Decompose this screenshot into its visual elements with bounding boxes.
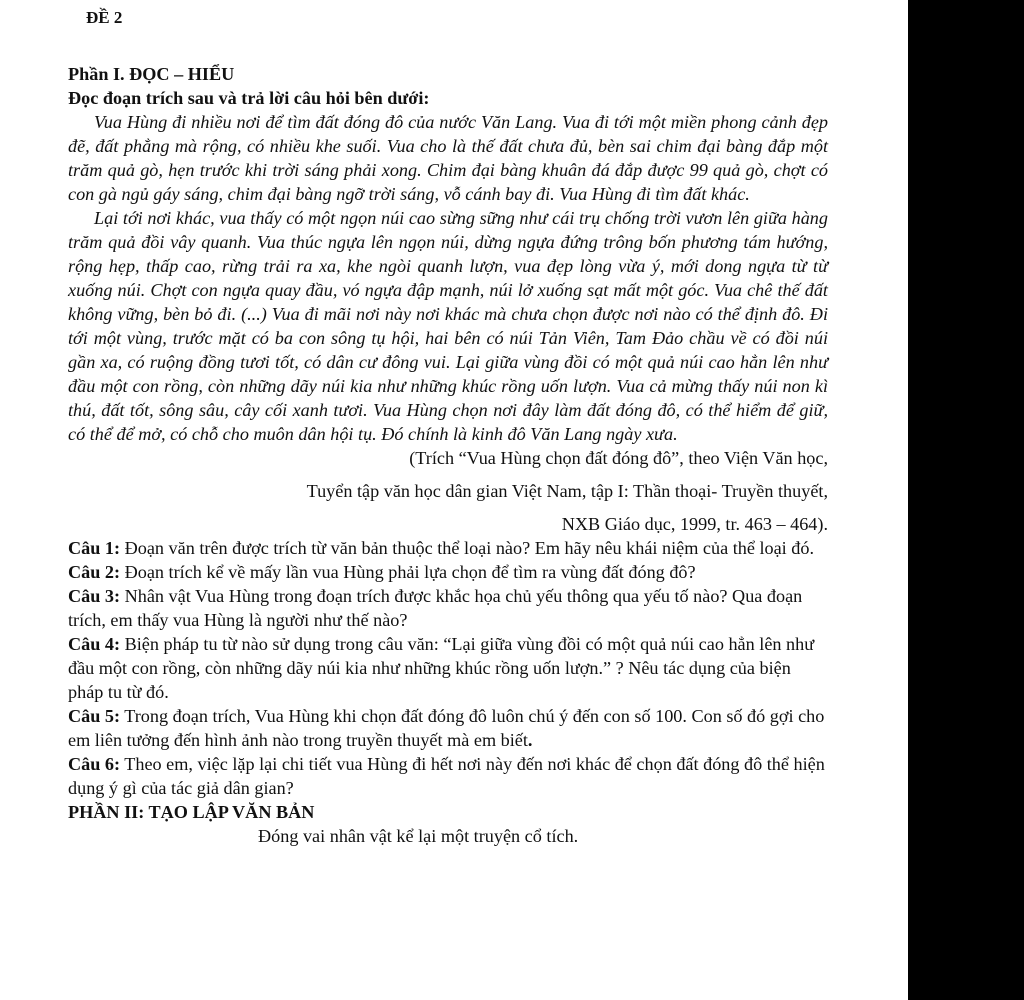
- passage-paragraph-2: Lại tới nơi khác, vua thấy có một ngọn núi cao sừng sững như cái trụ chống trời vươn lên giữa hàng trăm quả đồi vây quanh. Vua thúc ngựa lên ngọn núi, dừng ngựa đứng trông bốn phương tám hướng, rộng hẹp, thấp cao, rừng trải ra xa, khe ngòi quanh lượn, vua đẹp lòng vừa ý, mới dong ngựa từ từ xuống núi. Chợt con ngựa quay đầu, vó ngựa đập mạnh, núi lở xuống sạt mất một góc. Vua chê thế đất không vững, bèn bỏ đi. (...) Vua đi mãi nơi này nơi khác mà chưa chọn được nơi nào có thể định đô. Đi tới một vùng, trước mặt có ba con sông tụ hội, hai bên có núi Tản Viên, Tam Đảo chầu về có đồi núi gần xa, có ruộng đồng tươi tốt, có dân cư đông vui. Lại giữa vùng đồi có một quả núi cao hẳn lên như đầu một con rồng, còn những dãy núi kia như những khúc rồng uốn lượn. Vua cả mừng thấy núi non kì thú, đất tốt, sông sâu, cây cối xanh tươi. Vua Hùng chọn nơi đây làm đất đóng đô, có thể hiểm để giữ, có thể để mở, có chỗ cho muôn dân hội tụ. Đó chính là kinh đô Văn Lang ngày xưa.: [68, 208, 828, 444]
- question-list: [68, 536, 828, 800]
- question-2: [68, 560, 828, 584]
- question-1: [68, 536, 828, 560]
- document-content: [68, 62, 828, 848]
- question-text: Đoạn trích kể về mấy lần vua Hùng phải lựa chọn để tìm ra vùng đất đóng đô?: [120, 562, 696, 582]
- question-text: Theo em, việc lặp lại chi tiết vua Hùng đi hết nơi này đến nơi khác để chọn đất đóng đô thể hiện dụng ý gì của tác giả dân gian?: [68, 754, 825, 798]
- reading-passage: [68, 110, 828, 446]
- black-margin: [908, 0, 1024, 1000]
- source-line-2: Tuyển tập văn học dân gian Việt Nam, tập I: Thần thoại- Truyền thuyết,: [306, 481, 828, 501]
- reading-instruction: Đọc đoạn trích sau và trả lời câu hỏi bên dưới:: [68, 88, 430, 108]
- part2-title: PHẦN II: TẠO LẬP VĂN BẢN: [68, 802, 315, 822]
- question-4: [68, 632, 828, 704]
- question-text: Đoạn văn trên được trích từ văn bản thuộc thể loại nào? Em hãy nêu khái niệm của thể loại đó.: [120, 538, 815, 558]
- question-label: Câu 1:: [68, 538, 121, 558]
- passage-source: [68, 446, 828, 536]
- question-text: Nhân vật Vua Hùng trong đoạn trích được khắc họa chủ yếu thông qua yếu tố nào? Qua đoạn trích, em thấy vua Hùng là người như thế nào?: [68, 586, 803, 630]
- question-text: Biện pháp tu từ nào sử dụng trong câu văn: “Lại giữa vùng đồi có một quả núi cao hẳn lên như đầu một con rồng, còn những dãy núi kia như những khúc rồng uốn lượn.” ? Nêu tác dụng của biện pháp tu từ đó.: [68, 634, 815, 702]
- question-3: [68, 584, 828, 632]
- question-5: [68, 704, 828, 752]
- source-line-3: NXB Giáo dục, 1999, tr. 463 – 464).: [561, 514, 828, 534]
- writing-task: Đóng vai nhân vật kể lại một truyện cổ tích.: [258, 826, 579, 846]
- question-label: Câu 3:: [68, 586, 121, 606]
- source-line-1: (Trích “Vua Hùng chọn đất đóng đô”, theo Viện Văn học,: [409, 448, 828, 468]
- question-end-mark: .: [527, 730, 533, 750]
- question-label: Câu 4:: [68, 634, 121, 654]
- passage-paragraph-1: Vua Hùng đi nhiều nơi để tìm đất đóng đô của nước Văn Lang. Vua đi tới một miền phong cảnh đẹp đẽ, đất phẳng mà rộng, có nhiều khe suối. Vua cho là thế đất chưa đủ, bèn sai chim đại bàng đắp một trăm quả gò, hẹn trước khi trời sáng phải xong. Chim đại bàng khuân đá đắp được 99 quả gò, chợt có con gà ngủ gáy sáng, chim đại bàng ngỡ trời sáng, vỗ cánh bay đi. Vua Hùng đi tìm đất khác.: [68, 112, 828, 204]
- question-6: [68, 752, 828, 800]
- question-label: Câu 5:: [68, 706, 121, 726]
- exam-number: ĐỀ 2: [86, 8, 123, 27]
- question-text: Trong đoạn trích, Vua Hùng khi chọn đất đóng đô luôn chú ý đến con số 100. Con số đó gợi cho em liên tưởng đến hình ảnh nào trong truyền thuyết mà em biết: [68, 706, 825, 750]
- question-label: Câu 2:: [68, 562, 121, 582]
- part1-title: Phần I. ĐỌC – HIỂU: [68, 64, 235, 84]
- question-label: Câu 6:: [68, 754, 121, 774]
